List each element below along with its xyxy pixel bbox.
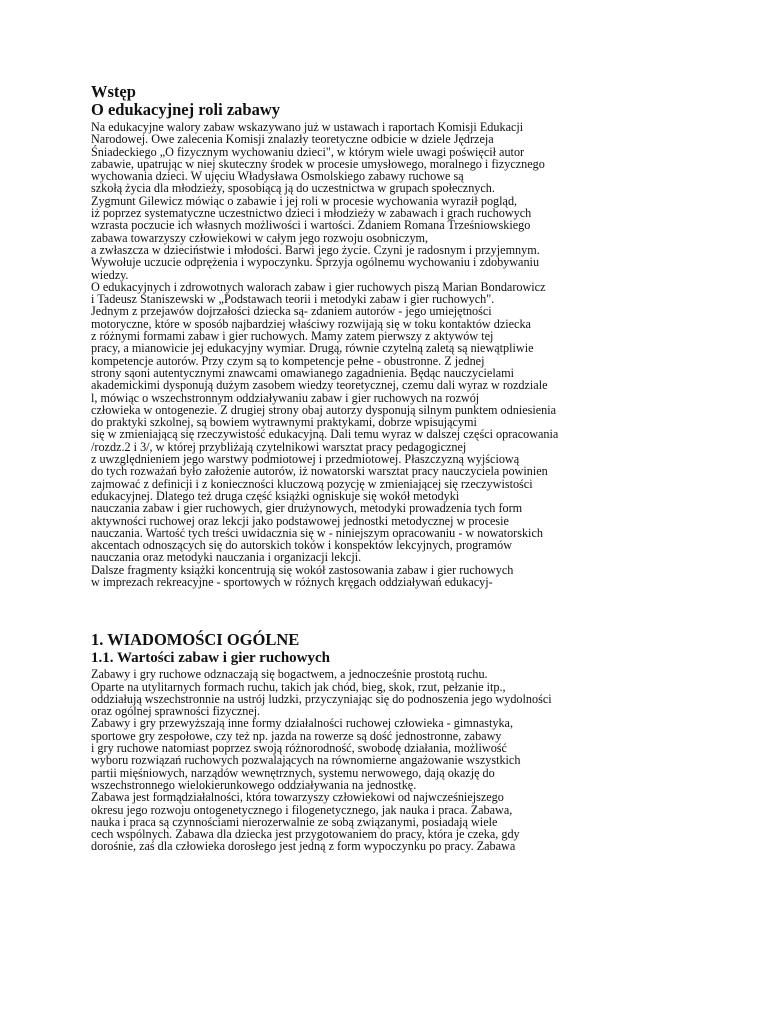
text-line: zabawa towarzyszy człowiekowi w całym jego rozwoju osobniczym, (91, 230, 429, 245)
text-line: oddziałują wszechstronnie na ustrój ludzki, przyczyniając się do podnoszenia jego wydolności (91, 691, 552, 706)
heading-subsection: 1.1. Wartości zabaw i gier ruchowych (91, 650, 331, 667)
text-line: wyboru rozwiązań ruchowych pozwalających na równomierne angażowanie wszystkich (91, 753, 521, 768)
text-line: O edukacyjnych i zdrowotnych walorach zabaw i gier ruchowych piszą Marian Bondarowicz (91, 279, 546, 294)
text-line: do tych rozważań było założenie autorów, iż nowatorski warsztat pracy nauczyciela powinien (91, 464, 548, 479)
text-line: Narodowej. Owe zalecenia Komisji znalazły teoretyczne odbicie w dziele Jędrzeja (91, 132, 494, 147)
heading-intro: Wstęp (91, 82, 136, 101)
text-line: akcentach odnoszących się do autorskich toków i konspektów lekcyjnych, programów (91, 538, 513, 553)
text-line: Oparte na utylitarnych formach ruchu, takich jak chód, bieg, skok, rzut, pełzanie itp., (91, 679, 506, 694)
text-line: do praktyki szkolnej, są bowiem wytrawnymi praktykami, dobrze wpisującymi (91, 415, 477, 430)
text-line: Na edukacyjne walory zabaw wskazywano już w ustawach i raportach Komisji Edukacji (91, 120, 524, 134)
text-line: Zabawa jest formądziałalności, która towarzyszy człowiekowi od najwcześniejszego (91, 790, 504, 805)
text-line: nauczania zabaw i gier ruchowych, gier drużynowych, metodyki prowadzenia tych form (91, 501, 523, 516)
heading-topic: O edukacyjnej roli zabawy (91, 100, 280, 119)
text-line: nauka i praca są czynnościami nierozerwalnie ze sobą związanymi, posiadają wiele (91, 814, 498, 829)
text-line: i gry ruchowe natomiast poprzez swoją różnorodność, swobodę działania, możliwość (91, 741, 507, 756)
text-line: się w zmieniającą się rzeczywistość edukacyjną. Dali temu wyraz w dalszej części opracowania (91, 427, 559, 442)
text-line: oraz ogólnej sprawności fizycznej. (91, 704, 261, 719)
document-content (91, 83, 691, 853)
heading-section: 1. WIADOMOŚCI OGÓLNE (91, 630, 300, 650)
text-line: a zwłaszcza w dzieciństwie i młodości. Barwi jego życie. Czyni je radosnym i przyjemnym. (91, 242, 540, 257)
text-line: Zabawy i gry przewyższają inne formy działalności ruchowej człowieka - gimnastyka, (91, 716, 513, 731)
text-line: Zygmunt Gilewicz mówiąc o zabawie i jej roli w procesie wychowania wyraził pogląd, (91, 193, 518, 208)
text-line: Śniadeckiego „O fizycznym wychowaniu dzieci", w którym wiele uwagi poświęcił autor (91, 144, 525, 159)
text-line: nauczania. Wartość tych treści uwidacznia się w - niniejszym opracowaniu - w nowatorskich (91, 525, 543, 540)
text-line: /rozdz.2 i 3/, w której przybliżają czytelnikowi warsztat pracy pedagogicznej (91, 439, 467, 454)
text-line: sportowe gry zespołowe, czy też np. jazda na rowerze są dość jednostronne, zabawy (91, 728, 502, 743)
text-line: i Tadeusz Staniszewski w „Podstawach teorii i metodyki zabaw i gier ruchowych". (91, 292, 495, 307)
text-line: wychowania dzieci. W ujęciu Władysława Osmolskiego zabawy ruchowe są (91, 169, 464, 184)
text-line: okresu jego rozwoju ontogenetycznego i filogenetycznego, jak nauka i praca. Zabawa, (91, 802, 513, 817)
text-line: zabawie, upatrując w niej skuteczny środek w procesie umysłowego, moralnego i fizycznego (91, 156, 545, 171)
text-line: szkołą życia dla młodzieży, sposobiącą ją do uczestnictwa w grupach społecznych. (91, 181, 495, 196)
text-line: z uwzględnieniem jego warstwy podmiotowej i przedmiotowej. Płaszczyzną wyjściową (91, 452, 520, 467)
text-line: pracy, a mianowicie jej edukacyjny wymiar. Drugą, równie czytelną zaletą są niewątpliwie (91, 341, 534, 356)
text-line: Jednym z przejawów dojrzałości dziecka są- zdaniem autorów - jego umiejętności (91, 304, 492, 319)
text-line: człowieka w ontogenezie. Z drugiej strony obaj autorzy dysponują silnym punktem odniesienia (91, 402, 557, 417)
text-line: Dalsze fragmenty książki koncentrują się wokół zastosowania zabaw i gier ruchowych (91, 562, 514, 577)
intro-text (91, 121, 691, 588)
text-line: cech wspólnych. Zabawa dla dziecka jest przygotowaniem do pracy, która je czeka, gdy (91, 827, 520, 842)
text-line: dorośnie, zaś dla człowieka dorosłego jest jedną z form wypoczynku po pracy. Zabawa (91, 839, 516, 854)
text-line: akademickimi dysponują dużym zasobem wiedzy teoretycznej, czemu dali wyraz w rozdziale (91, 378, 548, 393)
text-line: motoryczne, które w sposób najbardziej właściwy rozwijają się w toku kontaktów dziecka (91, 316, 531, 331)
text-line: partii mięśniowych, narządów wewnętrznych, systemu nerwowego, dają okazję do (91, 765, 495, 780)
text-line: aktywności ruchowej oraz lekcji jako podstawowej jednostki metodycznej w procesie (91, 513, 509, 528)
text-line: wszechstronnego wielokierunkowego oddziaływania na jednostkę. (91, 777, 417, 792)
text-line: wzrasta poczucie ich własnych możliwości i wartości. Zdaniem Romana Trześniowskiego (91, 218, 531, 233)
text-line: Wywołuje uczucie odprężenia i wypoczynku. Sprzyja ogólnemu wychowaniu i zdobywaniu (91, 255, 540, 270)
text-line: Zabawy i gry ruchowe odznaczają się bogactwem, a jednocześnie prostotą ruchu. (91, 667, 488, 682)
text-line: edukacyjnej. Dlatego też druga część książki ogniskuje się wokół metodyki (91, 488, 460, 503)
text-line: kompetencje autorów. Przy czym są to kompetencje pełne - obustronne. Z jednej (91, 353, 485, 368)
text-line: w imprezach rekreacyjne - sportowych w różnych kręgach oddziaływań edukacyj- (91, 574, 493, 589)
section-spacer (91, 588, 691, 631)
text-line: z różnymi formami zabaw i gier ruchowych. Mamy zatem pierwszy z aktywów tej (91, 329, 494, 344)
text-line: wiedzy. (91, 267, 129, 282)
text-line: nauczania oraz metodyki nauczania i organizacji lekcji. (91, 550, 362, 565)
text-line: iż poprzez systematyczne uczestnictwo dzieci i młodzieży w zabawach i grach ruchowych (91, 206, 532, 221)
text-line: l, mówiąc o wszechstronnym oddziaływaniu zabaw i gier ruchowych na rozwój (91, 390, 480, 405)
text-line: zajmować z definicji i z konieczności kluczową pozycję w zmieniającej się rzeczywistości (91, 476, 533, 491)
section-text (91, 668, 691, 852)
text-line: strony sąoni autentycznymi znawcami omawianego zagadnienia. Będąc nauczycielami (91, 365, 515, 380)
